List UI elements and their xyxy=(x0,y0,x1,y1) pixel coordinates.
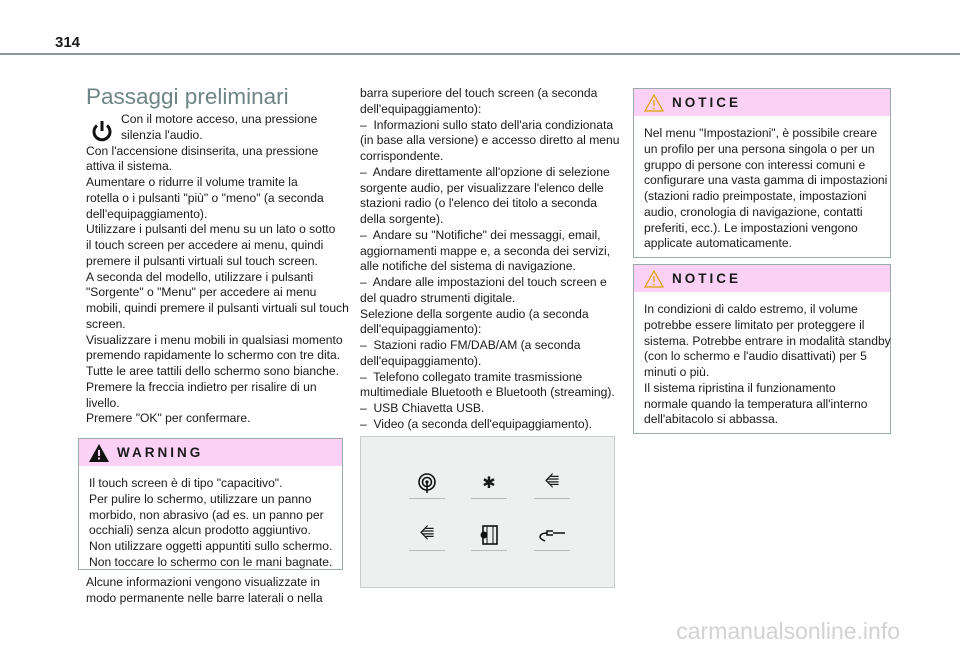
aux-cable-icon xyxy=(534,520,570,551)
column-1 xyxy=(86,112,349,427)
bluetooth-icon: ✱ xyxy=(471,468,507,499)
notice-header xyxy=(634,265,890,292)
after-warning-text: Alcune informazioni vengono visualizzate in modo permanente nelle barre laterali o nella xyxy=(86,575,323,605)
watermark: carmanualsonline.info xyxy=(676,618,900,644)
column-2-text: barra superiore del touch screen (a seconda dell'equipaggiamento): – Informazioni sullo stato dell'aria condizionata (in base alla versione) e accesso diretto al menu corrispondente. – Andare direttamente all'opzione di selezione sorgente audio, per visualizzare l'elenco delle stazioni radio (o l'elenco dei titolo a seconda della sorgente). – Andare su "Notifiche" dei messaggi, email, aggiornamenti mappe e, a seconda dei servizi, alle notifiche del sistema di navigazione. – Andare alle impostazioni del touch screen e del quadro strumenti digitale. Selezione della sorgente audio (a seconda dell'equipaggiamento): – Stazioni radio FM/DAB/AM (a seconda dell'equipaggiamento). – Telefono collegato tramite trasmissione multimediale Bluetooth e Bluetooth (streaming). – USB Chiavetta USB. – Video (a seconda dell'equipaggiamento). xyxy=(360,86,620,431)
notice-body: In condizioni di caldo estremo, il volume potrebbe essere limitato per proteggere il sistema. Potrebbe entrare in modalità standby (con lo schermo e l'audio disattivati) per 5 minuti o più. Il sistema ripristina il funzionamento normale quando la temperatura all'interno dell'abitacolo si abbassa. xyxy=(644,302,891,427)
notice-header xyxy=(634,89,890,116)
notice-body: Nel menu "Impostazioni", è possibile creare un profilo per una persona singola o per un gruppo di persone con interessi comuni e configurare una vasta gamma di impostazioni (stazioni radio preimpostate, impostazioni audio, cronologia di navigazione, contatti preferiti, ecc.). Le impostazioni vengono applicate automaticamente. xyxy=(644,126,888,251)
power-icon xyxy=(90,119,114,143)
notice-icon xyxy=(644,270,664,288)
page-number: 314 xyxy=(55,34,81,51)
warning-title: WARNING xyxy=(117,445,204,460)
notice-icon xyxy=(644,94,664,112)
warning-box xyxy=(78,438,343,570)
power-intro-text: Con il motore acceso, una pressione silenzia l'audio. xyxy=(121,112,318,142)
section-title: Passaggi preliminari xyxy=(86,84,289,109)
notice-title: NOTICE xyxy=(672,271,742,286)
body-text: Con l'accensione disinserita, una pressione attiva il sistema. Aumentare o ridurre il volume tramite la rotella o i pulsanti "più" o "meno" (a seconda dell'equipaggiamento). Utilizzare i pulsanti del menu su un lato o sotto il touch screen per accedere ai menu, quindi premere il pulsanti virtuali sul touch screen. A seconda del modello, utilizzare i pulsanti "Sorgente" o "Menu" per accedere ai menu mobili, quindi premere il pulsanti virtuali sul touch screen. Visualizzare i menu mobili in qualsiasi momento premendo rapidamente lo schermo con tre dita. Tutte le aree tattili dello schermo sono bianche. Premere la freccia indietro per risalire di un livello. Premere "OK" per confermare. xyxy=(86,143,349,426)
usb-icon: ⭅ xyxy=(409,520,445,551)
warning-icon xyxy=(89,444,109,462)
usb-icon: ⭅ xyxy=(534,468,570,499)
notice-box-2 xyxy=(633,264,891,434)
warning-body: Il touch screen è di tipo "capacitivo". Per pulire lo schermo, utilizzare un panno morbido, non abrasivo (ad es. un panno per occhiali) senza alcun prodotto aggiuntivo. Non utilizzare oggetti appuntiti sullo schermo. Non toccare lo schermo con le mani bagnate. xyxy=(89,476,333,569)
radio-icon xyxy=(409,468,445,499)
notice-box-1 xyxy=(633,88,891,258)
notice-title: NOTICE xyxy=(672,95,742,110)
header-rule xyxy=(0,53,960,55)
video-icon xyxy=(471,520,507,551)
warning-header xyxy=(79,439,342,466)
audio-sources-illustration xyxy=(360,436,615,588)
